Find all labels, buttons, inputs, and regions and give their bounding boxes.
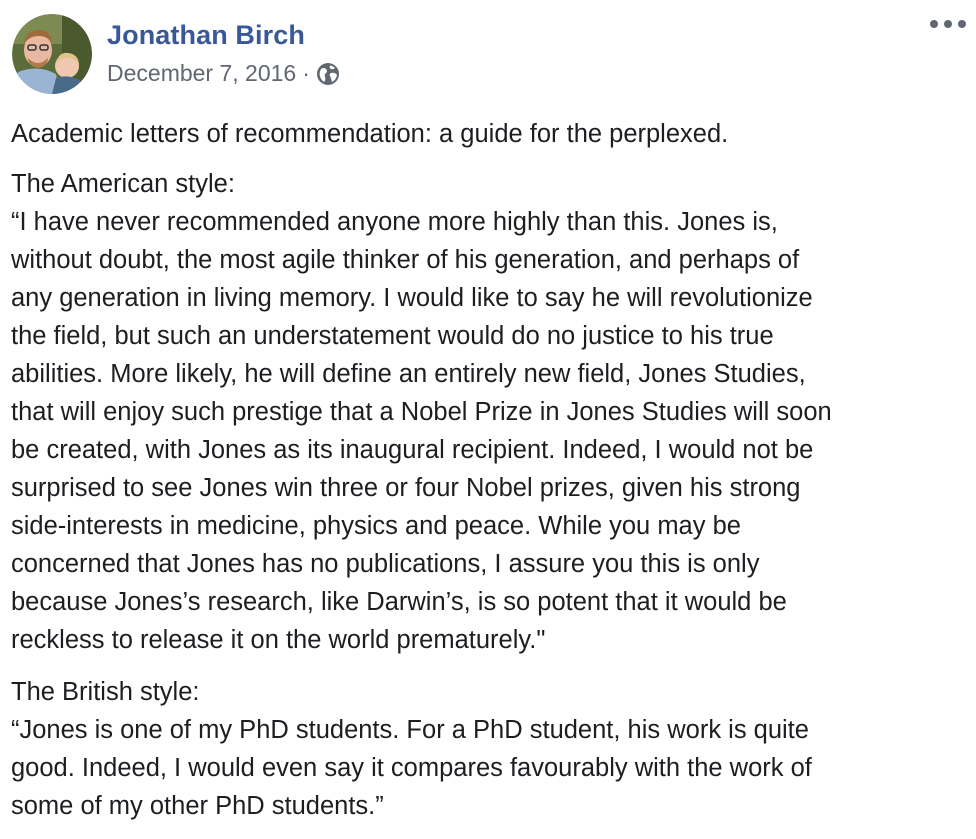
author-name[interactable]: Jonathan Birch (107, 20, 305, 50)
american-style-section (11, 165, 966, 659)
globe-icon (316, 62, 340, 86)
british-line: some of my other PhD students.” (11, 792, 384, 820)
american-line: that will enjoy such prestige that a Nobel Prize in Jones Studies will soon (11, 398, 832, 426)
post-body (11, 115, 966, 839)
american-line: surprised to see Jones win three or four Nobel prizes, given his strong (11, 474, 801, 502)
british-line: good. Indeed, I would even say it compares favourably with the work of (11, 754, 812, 782)
post-meta (107, 60, 340, 87)
american-line: because Jones’s research, like Darwin’s, is so potent that it would be (11, 588, 787, 616)
more-options-icon[interactable] (930, 14, 966, 34)
post-header (12, 14, 976, 94)
american-line: abilities. More likely, he will define an entirely new field, Jones Studies, (11, 360, 806, 388)
post-date[interactable]: December 7, 2016 (107, 60, 297, 86)
british-style-section (11, 673, 966, 825)
american-heading: The American style: (11, 170, 235, 198)
american-line: without doubt, the most agile thinker of his generation, and perhaps of (11, 246, 800, 274)
british-heading: The British style: (11, 678, 200, 706)
american-line: concerned that Jones has no publications, I assure you this is only (11, 550, 760, 578)
american-line: side-interests in medicine, physics and peace. While you may be (11, 512, 741, 540)
avatar[interactable] (12, 14, 92, 94)
american-line: any generation in living memory. I would like to say he will revolutionize (11, 284, 813, 312)
meta-separator: · (302, 60, 310, 86)
american-line: “I have never recommended anyone more highly than this. Jones is, (11, 208, 778, 236)
post-title: Academic letters of recommendation: a guide for the perplexed. (11, 120, 729, 148)
american-line: be created, with Jones as its inaugural recipient. Indeed, I would not be (11, 436, 814, 464)
american-line: reckless to release it on the world prematurely." (11, 626, 546, 654)
american-line: the field, but such an understatement would do no justice to his true (11, 322, 774, 350)
avatar-image (12, 14, 92, 94)
british-line: “Jones is one of my PhD students. For a PhD student, his work is quite (11, 716, 809, 744)
